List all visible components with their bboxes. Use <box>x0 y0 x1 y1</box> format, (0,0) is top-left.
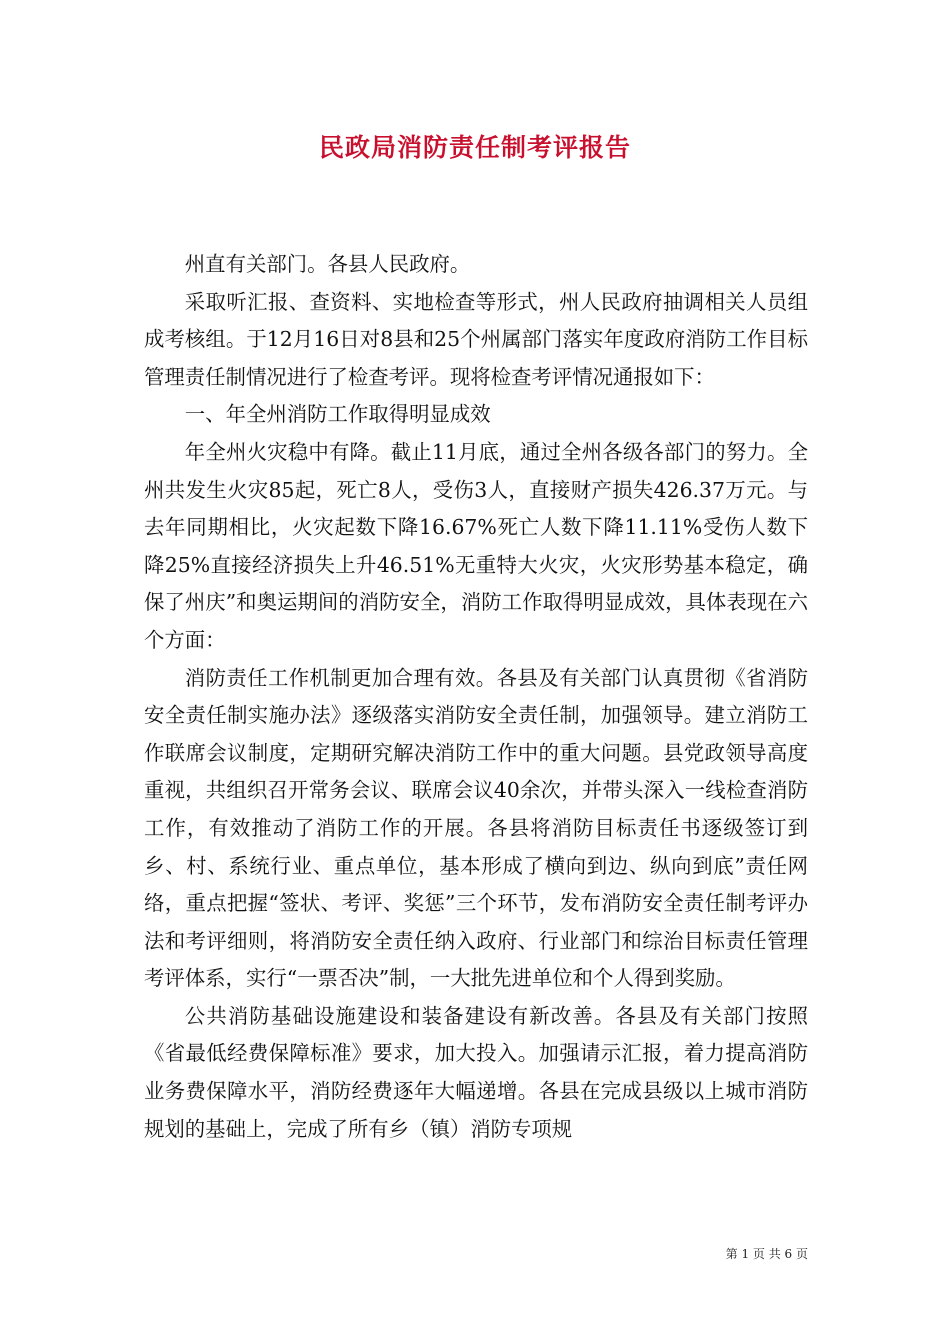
document-body <box>144 246 808 1148</box>
paragraph-intro: 采取听汇报、查资料、实地检查等形式，州人民政府抽调相关人员组成考核组。于12月16日对8县和25个州属部门落实年度政府消防工作目标管理责任制情况进行了检查考评。现将检查考评情况通报如下： <box>144 289 808 389</box>
page-number: 第 1 页 共 6 页 <box>725 1247 808 1261</box>
paragraph-responsibility-mechanism: 消防责任工作机制更加合理有效。各县及有关部门认真贯彻《省消防安全责任制实施办法》逐级落实消防安全责任制，加强领导。建立消防工作联席会议制度，定期研究解决消防工作中的重大问题。县党政领导高度重视，共组织召开常务会议、联席会议40余次，并带头深入一线检查消防工作，有效推动了消防工作的开展。各县将消防目标责任书逐级签订到乡、村、系统行业、重点单位，基本形成了横向到边、纵向到底”责任网络，重点把握“签状、考评、奖惩”三个环节，发布消防安全责任制考评办法和考评细则，将消防安全责任纳入政府、行业部门和综治目标责任管理考评体系，实行“一票否决”制，一大批先进单位和个人得到奖励。 <box>144 665 808 991</box>
section-heading-1: 一、年全州消防工作取得明显成效 <box>184 402 491 427</box>
paragraph-addressee: 州直有关部门。各县人民政府。 <box>184 252 471 276</box>
paragraph-infrastructure: 公共消防基础设施建设和装备建设有新改善。各县及有关部门按照《省最低经费保障标准》要求，加大投入。加强请示汇报，着力提高消防业务费保障水平，消防经费逐年大幅递增。各县在完成县级以上城市消防规划的基础上，完成了所有乡（镇）消防专项规 <box>144 1003 808 1141</box>
document-title: 民政局消防责任制考评报告 <box>318 133 631 162</box>
paragraph-fire-statistics: 年全州火灾稳中有降。截止11月底，通过全州各级各部门的努力。全州共发生火灾85起，死亡8人，受伤3人，直接财产损失426.37万元。与去年同期相比，火灾起数下降16.67%死亡人数下降11.11%受伤人数下降25%直接经济损失上升46.51%无重特大火灾，火灾形势基本稳定，确保了州庆”和奥运期间的消防安全，消防工作取得明显成效，具体表现在六个方面： <box>144 439 808 652</box>
